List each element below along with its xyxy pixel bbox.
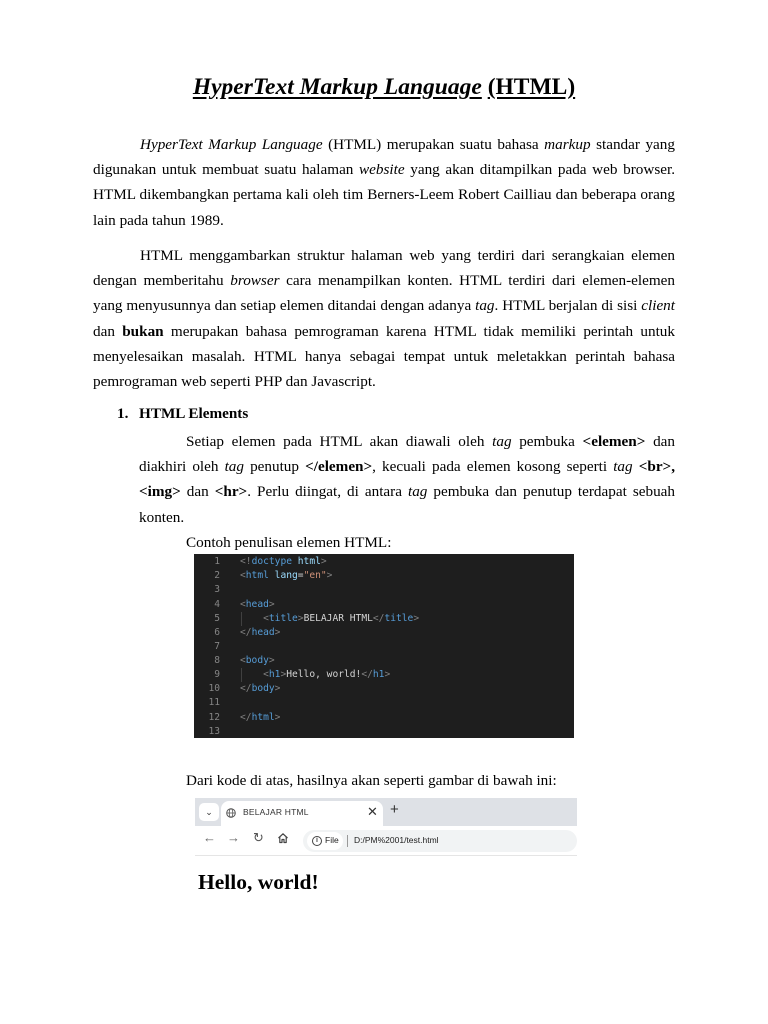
url-text: D:/PM%2001/test.html [354,835,439,845]
term-italic: browser [230,272,280,290]
line-number: 5 [214,613,220,624]
text-run: dan diakhiri oleh [139,433,675,476]
tab-strip [195,798,577,826]
forward-icon[interactable]: → [227,830,240,845]
text-run: cara menampilkan konten. HTML terdiri dari elemen-elemen yang menyusunnya dan setiap elemen ditandai dengan adanya [93,272,675,315]
line-number: 8 [214,655,220,666]
section-heading [117,405,248,423]
term-bold: <br>, <img> [139,458,676,501]
line-number: 12 [208,712,220,723]
title-abbr: (HTML) [487,74,576,100]
browser-tab[interactable] [221,801,383,826]
section-number: 1. [117,405,129,422]
term-italic: tag [613,458,633,476]
reload-icon[interactable]: ↻ [253,830,264,845]
text-run: pembuka [511,433,583,450]
address-bar[interactable] [303,830,577,852]
text-run: penutup [243,458,306,476]
chip-label: File [325,835,339,845]
line-number: 6 [214,627,220,638]
line-number: 1 [214,556,220,567]
line-number: 11 [208,697,220,708]
back-icon[interactable]: ← [203,830,216,845]
term-italic: tag [492,433,512,450]
text-run: standar yang digunakan untuk membuat suatu halaman [93,136,675,179]
term-bold: bukan [122,322,164,340]
term-bold: </elemen> [305,458,373,476]
home-icon[interactable] [277,832,289,844]
term-italic: client [641,297,675,315]
info-icon: i [312,836,322,846]
browser-toolbar [195,826,577,854]
term-italic: tag [407,483,428,501]
close-icon[interactable]: ✕ [367,804,378,819]
term-italic: website [359,161,405,179]
text-run: . Perlu diingat, di antara [247,483,408,501]
text-run: yang akan ditampilkan pada web browser. HTML dikembangkan pertama kali oleh tim Berners-Leem Robert Cailliau dan beberapa orang lain pada tahun 1989. [93,161,675,229]
line-number: 9 [214,669,220,680]
site-info-chip[interactable] [307,832,343,850]
text-run: dan [180,483,215,501]
example-label: Contoh penulisan elemen HTML: [186,534,392,551]
page-title [0,74,768,101]
globe-icon [226,808,236,818]
paragraph-intro [93,132,675,233]
browser-screenshot [195,798,577,858]
line-number: 2 [214,570,220,581]
rendered-heading: Hello, world! [198,870,319,894]
tab-search-button[interactable]: ⌄ [199,803,219,821]
term-italic: tag [224,458,244,476]
text-run: . HTML berjalan di sisi [494,297,642,315]
paragraph-elements [139,429,675,530]
term-italic: tag [475,297,495,315]
text-run: dan [93,322,123,340]
term-bold: <hr> [214,483,248,501]
text-run: merupakan bahasa pemrograman karena HTML tidak memiliki perintah untuk menyelesaikan masalah. HTML hanya sebagai tempat untuk meletakkan perintah bahasa pemrograman web seperti PHP dan Javascript. [93,322,675,391]
text-run: (HTML) merupakan suatu bahasa [322,136,545,153]
text-run: , kecuali pada elemen kosong seperti [372,458,614,476]
text-run: Setiap elemen pada HTML akan diawali oleh [186,433,493,450]
text-run: pembuka dan penutup terdapat sebuah konten. [139,483,675,526]
term-italic: HyperText Markup Language [140,136,323,153]
tab-title: BELAJAR HTML [243,807,309,817]
term-italic: markup [544,136,591,153]
line-number: 3 [214,584,220,595]
text-run: HTML menggambarkan struktur halaman web yang terdiri dari serangkaian elemen dengan memberitahu [93,247,675,290]
new-tab-button[interactable]: + [390,801,399,818]
section-title: HTML Elements [139,405,249,422]
line-number: 7 [214,641,220,652]
result-label: Dari kode di atas, hasilnya akan seperti gambar di bawah ini: [186,772,557,789]
term-bold: <elemen> [582,433,646,450]
paragraph-structure [93,243,675,394]
line-number: 13 [208,726,220,737]
code-screenshot: 1 <!doctype html> 2 <html lang="en"> 3 4 <head> 5 <title>BELAJAR HTML</title> 6 </head> 7 8 <body> 9 <h1>Hello, world!</h1> 10 </body> 11 12 </html> 13 [194,554,574,738]
title-italic: HyperText Markup Language [192,74,482,100]
line-number: 10 [208,683,220,694]
line-number: 4 [214,599,220,610]
